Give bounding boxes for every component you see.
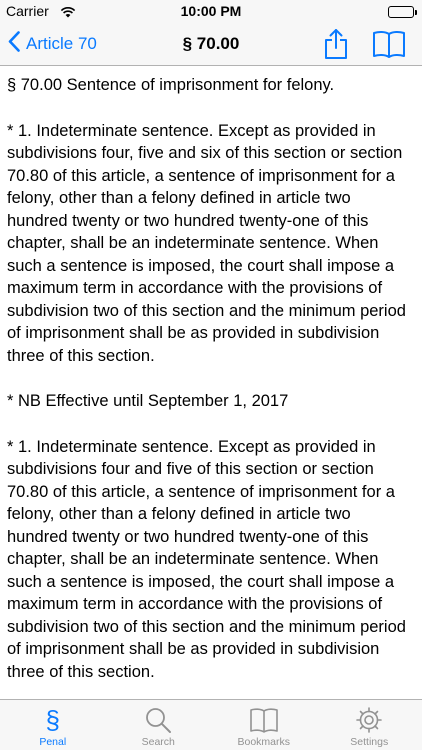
back-button[interactable] bbox=[8, 22, 97, 66]
tab-penal[interactable] bbox=[0, 700, 106, 750]
navigation-bar bbox=[0, 22, 422, 66]
share-button[interactable] bbox=[322, 28, 350, 60]
carrier-label: Carrier bbox=[6, 3, 49, 19]
tab-label: Bookmarks bbox=[237, 736, 290, 748]
paragraph: * 1. Indeterminate sentence. Except as provided in subdivisions four and five of this section or section 70.80 of this article, a sentence of imprisonment for a felony, other than a felony defined in article two hundred twenty or two hundred twenty-one of this chapter, shall be an indeterminate sentence. When such a sentence is imposed, the court shall impose a maximum term in accordance with the provisions of subdivision two of this section and the minimum period of imprisonment shall be as provided in subdivision three of this section. bbox=[7, 437, 406, 681]
status-bar bbox=[0, 0, 422, 22]
search-icon bbox=[144, 705, 172, 735]
section-sign-icon: § bbox=[45, 705, 60, 735]
tab-label: Settings bbox=[350, 736, 389, 748]
battery-icon bbox=[388, 6, 414, 18]
section-heading: § 70.00 Sentence of imprisonment for felony. bbox=[7, 76, 335, 94]
back-button-label: Article 70 bbox=[26, 34, 97, 53]
page-title: § 70.00 bbox=[182, 34, 240, 53]
tab-settings[interactable] bbox=[317, 700, 422, 750]
tab-search[interactable] bbox=[106, 700, 212, 750]
bookmark-button[interactable] bbox=[372, 30, 406, 58]
paragraph: * 1. Indeterminate sentence. Except as provided in subdivisions four, five and six of this section or section 70.80 of this article, a sentence of imprisonment for a felony, other than a felony defined in article two hundred twenty or two hundred twenty-one of this chapter, shall be an indeterminate sentence. When such a sentence is imposed, the court shall impose a maximum term in accordance with the provisions of subdivision two of this section and the minimum period of imprisonment shall be as provided in subdivision three of this section. bbox=[7, 121, 406, 365]
gear-icon bbox=[355, 705, 383, 735]
chevron-left-icon bbox=[8, 31, 26, 57]
tab-label: Search bbox=[141, 736, 175, 748]
book-icon bbox=[249, 705, 279, 735]
effective-date-note: * NB Effective until September 1, 2017 bbox=[7, 392, 289, 410]
tab-bar bbox=[0, 699, 422, 750]
tab-label: Penal bbox=[39, 736, 67, 748]
book-icon bbox=[372, 30, 406, 58]
clock: 10:00 PM bbox=[180, 3, 242, 19]
tab-bookmarks[interactable] bbox=[211, 700, 317, 750]
section-text bbox=[0, 66, 422, 699]
share-icon bbox=[322, 28, 350, 60]
